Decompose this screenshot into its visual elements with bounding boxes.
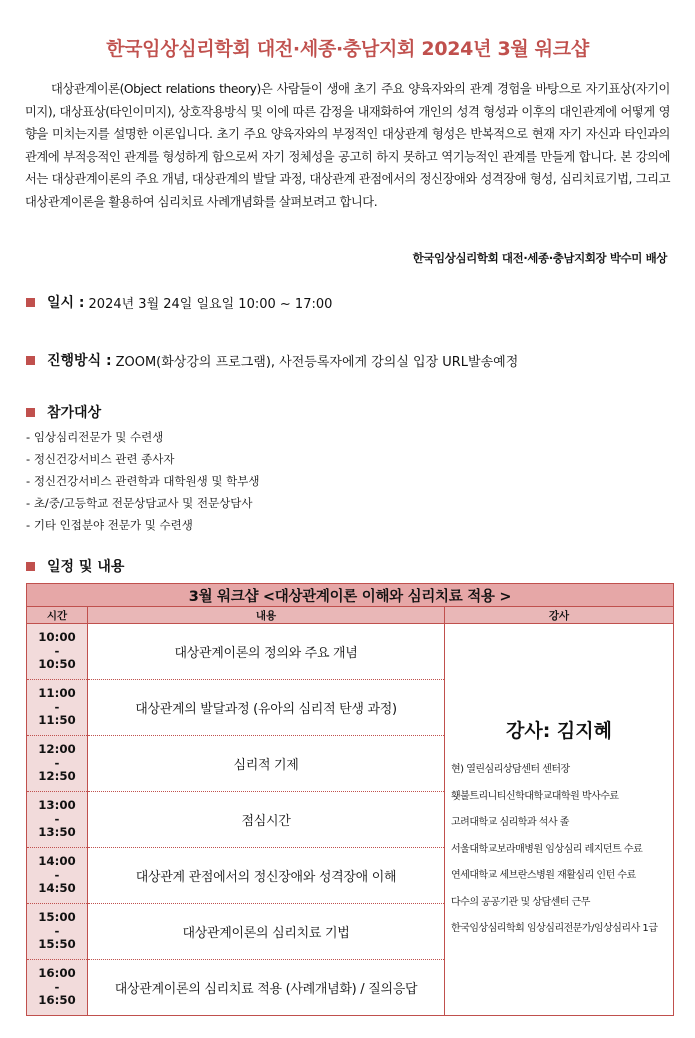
list-item: 서울대학교보라매병원 임상심리 레지던트 수료 — [451, 843, 643, 855]
section-method-value: ZOOM(화상강의 프로그램), 사전등록자에게 강의실 입장 URL발송예정 — [115, 354, 519, 370]
header-content: 내용 — [88, 607, 445, 624]
content-cell: 대상관계 관점에서의 정신장애와 성격장애 이해 — [88, 848, 445, 904]
participants-list — [26, 426, 260, 536]
page-title: 한국임상심리학회 대전·세종·충남지회 2024년 3월 워크샵 — [106, 38, 589, 60]
content-cell: 대상관계이론의 심리치료 적용 (사례개념화) / 질의응답 — [88, 960, 445, 1016]
table-row — [27, 624, 674, 680]
section-date-label: 일시 : — [47, 295, 85, 311]
list-item: 횃불트리니티신학대학교대학원 박사수료 — [451, 790, 619, 802]
schedule-table — [26, 583, 674, 1016]
time-cell: 12:00 - 12:50 — [27, 736, 88, 792]
list-item: - 임상심리전문가 및 수련생 — [26, 426, 260, 448]
section-participants — [26, 402, 101, 422]
lecturer-name: 강사: 김지혜 — [506, 720, 612, 742]
list-item: - 기타 인접분야 전문가 및 수련생 — [26, 514, 260, 536]
list-item: - 정신건강서비스 관련 종사자 — [26, 448, 260, 470]
time-cell: 15:00 - 15:50 — [27, 904, 88, 960]
section-date — [26, 292, 332, 312]
square-bullet-icon — [26, 298, 35, 307]
section-method — [26, 350, 518, 370]
lecturer-credentials — [451, 757, 673, 943]
list-item: 다수의 공공기관 및 상담센터 근무 — [451, 896, 590, 908]
list-item: 한국임상심리학회 임상심리전문가/임상심리사 1급 — [451, 923, 658, 934]
time-cell: 13:00 - 13:50 — [27, 792, 88, 848]
square-bullet-icon — [26, 562, 35, 571]
header-time: 시간 — [27, 607, 88, 624]
content-cell: 대상관계이론의 심리치료 기법 — [88, 904, 445, 960]
schedule-banner-row — [27, 584, 674, 607]
square-bullet-icon — [26, 356, 35, 365]
section-date-value: 2024년 3월 24일 일요일 10:00 ~ 17:00 — [88, 296, 333, 312]
list-item: - 정신건강서비스 관련학과 대학원생 및 학부생 — [26, 470, 260, 492]
content-cell: 점심시간 — [88, 792, 445, 848]
schedule-banner: 3월 워크샵 <대상관계이론 이해와 심리치료 적용 > — [27, 584, 674, 607]
section-schedule — [26, 556, 124, 576]
intro-paragraph: 대상관계이론(Object relations theory)은 사람들이 생애 초기 주요 양육자와의 관계 경험을 바탕으로 자기표상(자기이미지), 대상표상(타인이미지), 상호작용방식 및 이에 따른 감정을 내재화하여 개인의 성격 형성과 이후의 대인관계에 어떻게 영향을 미치는지를 설명한 이론입니다. 초기 주요 양육자와의 부정적인 대상관계 형성은 반복적으로 현재 자기 자신과 타인과의 관계에 부적응적인 관계를 형성하게 함으로써 자기 정체성을 공고히 하지 못하고 역기능적인 관계를 만들게 합니다. 본 강의에서는 대상관계이론의 주요 개념, 대상관계의 발달 과정, 대상관계 관점에서의 정신장애와 성격장애 형성, 심리치료기법, 그리고 대상관계이론을 활용하여 심리치료 사례개념화를 살펴보려고 합니다. — [25, 82, 670, 209]
time-cell: 10:00 - 10:50 — [27, 624, 88, 680]
signature: 한국임상심리학회 대전·세종·충남지회장 박수미 배상 — [412, 251, 667, 265]
list-item: 연세대학교 세브란스병원 재활심리 인턴 수료 — [451, 870, 636, 881]
list-item: 고려대학교 심리학과 석사 졸 — [451, 817, 569, 828]
square-bullet-icon — [26, 408, 35, 417]
content-cell: 심리적 기제 — [88, 736, 445, 792]
schedule-header-row — [27, 607, 674, 624]
section-schedule-label: 일정 및 내용 — [47, 559, 125, 575]
content-cell: 대상관계의 발달과정 (유아의 심리적 탄생 과정) — [88, 680, 445, 736]
time-cell: 11:00 - 11:50 — [27, 680, 88, 736]
time-cell: 16:00 - 16:50 — [27, 960, 88, 1016]
list-item: 현) 열린심리상담센터 센터장 — [451, 764, 570, 775]
lecturer-cell — [445, 624, 674, 1016]
header-lecturer: 강사 — [445, 607, 674, 624]
time-cell: 14:00 - 14:50 — [27, 848, 88, 904]
section-method-label: 진행방식 : — [47, 353, 112, 369]
content-cell: 대상관계이론의 정의와 주요 개념 — [88, 624, 445, 680]
section-participants-label: 참가대상 — [47, 405, 102, 421]
list-item: - 초/중/고등학교 전문상담교사 및 전문상담사 — [26, 492, 260, 514]
